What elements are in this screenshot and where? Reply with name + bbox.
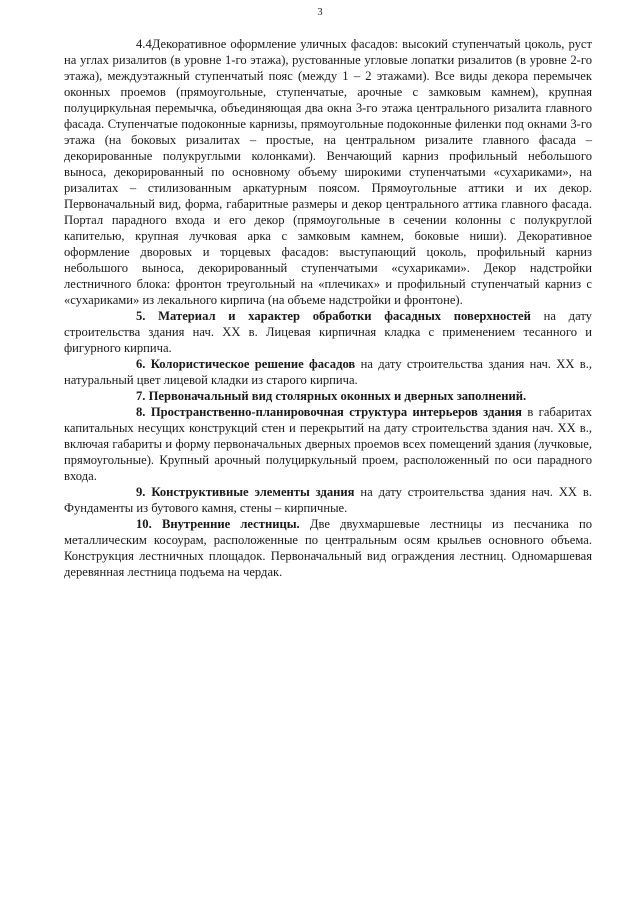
paragraph-text: на дату строительства здания нач. XX в. Лицевая кирпичная кладка с применением тесанного и фигурного кирпича. xyxy=(64,309,592,355)
paragraph-heading: Колористическое решение фасадов xyxy=(150,357,356,371)
paragraph-5 xyxy=(64,308,592,356)
paragraph-number: 7. xyxy=(136,389,146,403)
paragraph-number: 10. xyxy=(136,517,152,531)
paragraph-text: Декоративное оформление уличных фасадов: высокий ступенчатый цоколь, руст на углах ризалитов (в уровне 1-го этажа), рустованные угловые лопатки ризалитов (в уровне 2-го этажа), междуэтажный ступенчатый пояс (между 1 – 2 этажами). Все виды декора перемычек оконных проемов (прямоугольные, ступенчатые, арочные с замковым камнем), крупная полуциркульная перемычка, объединяющая два окна 3-го этажа центрального ризалита главного фасада. Ступенчатые подоконные карнизы, прямоугольные подоконные филенки под окнами 3-го этажа (на боковых ризалитах – простые, на центральном ризалите главного фасада – декорированные полукруглыми колонками). Венчающий карниз профильный небольшого выноса, декорированный по основному объему широкими ступенчатыми «сухариками», на ризалитах – стилизованным аркатурным поясом. Прямоугольные аттики и их декор. Первоначальный вид, форма, габаритные размеры и декор центрального аттика главного фасада. Портал парадного входа и его декор (прямоугольные в сечении колонны с полукруглой капителью, крупная лучковая арка с замковым камнем, боковые ниши). Декоративное оформление дворовых и торцевых фасадов: выступающий цоколь, профильный карниз небольшого выноса, декорированный ступенчатыми «сухариками». Декор надстройки лестничного блока: фронтон треугольный на «плечиках» и профильный ступенчатый карниз с «сухариками» из лекального кирпича (на объеме надстройки и фронтоне). xyxy=(64,37,592,307)
paragraph-text: Две двухмаршевые лестницы из песчаника по металлическим косоурам, расположенные по центральным осям крыльев основного объема. Конструкция лестничных площадок. Первоначальный вид ограждения лестниц. Одномаршевая деревянная лестница подъема на чердак. xyxy=(64,517,593,579)
paragraph-4-4 xyxy=(64,36,592,308)
paragraph-heading: Материал и характер обработки фасадных поверхностей xyxy=(158,309,531,323)
paragraph-number: 5. xyxy=(136,309,146,323)
paragraph-number: 8. xyxy=(136,405,146,419)
paragraph-number: 6. xyxy=(136,357,146,371)
paragraph-number: 9. xyxy=(136,485,146,499)
paragraph-8 xyxy=(64,404,592,484)
paragraph-heading: Пространственно-планировочная структура интерьеров здания xyxy=(150,405,522,419)
page-number: 3 xyxy=(317,7,323,18)
paragraph-text: в габаритах капитальных несущих конструкций стен и перекрытий на дату строительства здания нач. XX в., включая габариты и форму первоначальных дверных проемов всех помещений здания (лучковые, прямоугольные). Крупный арочный полуциркульный проем, расположенный по оси парадного входа. xyxy=(64,405,592,483)
paragraph-heading: Внутренние лестницы. xyxy=(161,517,300,531)
paragraph-number: 4.4 xyxy=(136,37,152,51)
paragraph-6 xyxy=(64,356,592,388)
paragraph-9 xyxy=(64,484,592,516)
paragraph-text: на дату строительства здания нач. XX в., натуральный цвет лицевой кладки из старого кирпича. xyxy=(64,357,593,387)
paragraph-text: на дату строительства здания нач. XX в. Фундаменты из бутового камня, стены – кирпичные. xyxy=(64,485,592,515)
document-body xyxy=(64,36,592,580)
paragraph-heading: Конструктивные элементы здания xyxy=(151,485,355,499)
paragraph-heading: Первоначальный вид столярных оконных и дверных заполнений. xyxy=(148,389,527,403)
paragraph-7 xyxy=(64,388,592,404)
paragraph-10 xyxy=(64,516,592,580)
